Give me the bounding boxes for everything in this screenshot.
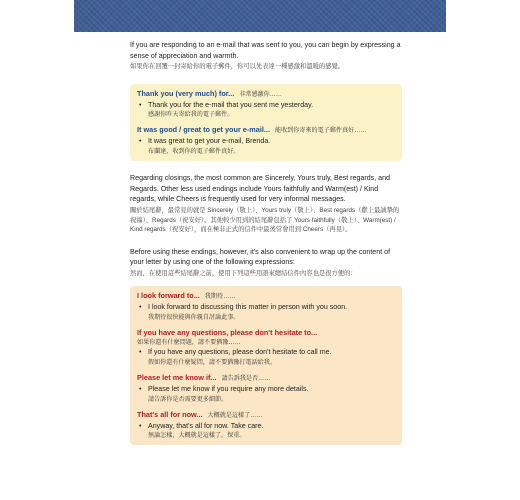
wrapup-paragraph-zh: 然而，在使用這些結尾辭之前，使用下列這些用語來總結信件內容也是很方便的： (130, 269, 357, 277)
example-en: If you have any questions, please don't hesitate to call me. (148, 348, 332, 357)
intro-paragraph-zh: 如果你在回覆一封寄給你的電子郵件，你可以先表達一種感激和溫暖的感覺。 (130, 63, 345, 71)
example-zh: 布蘭達，收到你的電子郵件真好。 (148, 148, 240, 156)
example-item (137, 422, 395, 432)
expression-heading-en: Please let me know if... (137, 372, 217, 382)
expression-heading (137, 291, 395, 302)
example-zh: 無論怎樣，大概就是這樣了。保重。 (148, 432, 246, 440)
expression-heading-zh: 非常感激你…… (239, 90, 282, 98)
expression-heading-en: Thank you (very much) for... (137, 88, 235, 98)
expression-heading-zh: 如果你還有什麼問題，請不要猶豫…… (137, 339, 241, 347)
example-zh: 我期待很快能與你親自討論此事。 (148, 314, 240, 322)
bullet-icon: • (139, 137, 142, 146)
bullet-icon: • (139, 100, 142, 109)
example-item (137, 101, 395, 111)
intro-paragraph: If you are responding to an e-mail that was sent to you, you can begin by expressing a sense of appreciation and warmth. (130, 41, 401, 60)
expression-heading-en: I look forward to... (137, 291, 200, 301)
closings-paragraph-zh: 關於結尾辭，最常見的就是 Sincerely（敬上）、Yours truly（敬上）、Best regards（獻上最誠摯的祝福）、Regards（祝安好）。其他較少用到的結尾辭包括了 Yours faithfully（敬上）、Warm(est) / Kind regards（祝安好），而在極非正式的信件中最後常會用到 Cheers（再見）。 (130, 207, 400, 234)
bullet-icon: • (139, 303, 142, 312)
bullet-icon: • (139, 384, 142, 393)
example-item (137, 385, 395, 395)
bullet-icon: • (139, 421, 142, 430)
example-item (137, 137, 395, 147)
closings-paragraph: Regarding closings, the most common are Sincerely, Yours truly, Best regards, and Regards. Other less used endings include Yours faithfully and Warm(est) / Kind regards, while Cheers is frequently used for very informal messages. (130, 174, 390, 204)
expression-heading-zh: 能收到你寄來的電子郵件真好…… (274, 127, 367, 135)
example-en: Thank you for the e-mail that you sent me yesterday. (148, 100, 314, 109)
wrapup-paragraph: Before using these endings, however, it's also convenient to wrap up the content of your letter by using one of the following expressions: (130, 247, 391, 267)
expression-heading-en: It was good / great to get your e-mail... (137, 125, 270, 135)
expression-heading: If you have any questions, please don't hesitate to... (137, 328, 318, 338)
bullet-icon: • (139, 348, 142, 357)
expression-group (137, 291, 395, 322)
example-en: It was great to get your e-mail, Brenda. (148, 137, 271, 146)
expression-heading-en: That's all for now... (137, 409, 203, 419)
expression-group (137, 328, 395, 367)
expression-heading-zh: 請告訴我是否…… (221, 374, 271, 382)
example-en: I look forward to discussing this matter in person with you soon. (148, 303, 348, 312)
expression-heading-zh: 大概就是這樣了…… (207, 411, 263, 419)
header-banner (74, 0, 446, 32)
example-zh: 假如你還有什麼疑問，請不要猶豫打電話給我。 (148, 358, 276, 366)
yellow-expression-box (130, 84, 402, 162)
expression-group (137, 410, 395, 441)
article-content (130, 40, 402, 445)
expression-heading (137, 89, 395, 100)
expression-heading-zh: 我期待…… (204, 293, 236, 301)
expression-heading (137, 125, 395, 136)
expression-group (137, 125, 395, 156)
example-item (137, 303, 395, 313)
example-item (137, 348, 395, 358)
expression-heading (137, 410, 395, 421)
peach-expression-box (130, 286, 402, 445)
example-zh: 感謝你昨天寄給我的電子郵件。 (148, 111, 234, 119)
expression-group (137, 89, 395, 120)
example-zh: 請告訴你是否需要更多細節。 (148, 395, 228, 403)
expression-heading (137, 373, 395, 384)
expression-group (137, 373, 395, 404)
example-en: Anyway, that's all for now. Take care. (148, 421, 264, 430)
example-en: Please let me know if you require any more details. (148, 384, 309, 393)
